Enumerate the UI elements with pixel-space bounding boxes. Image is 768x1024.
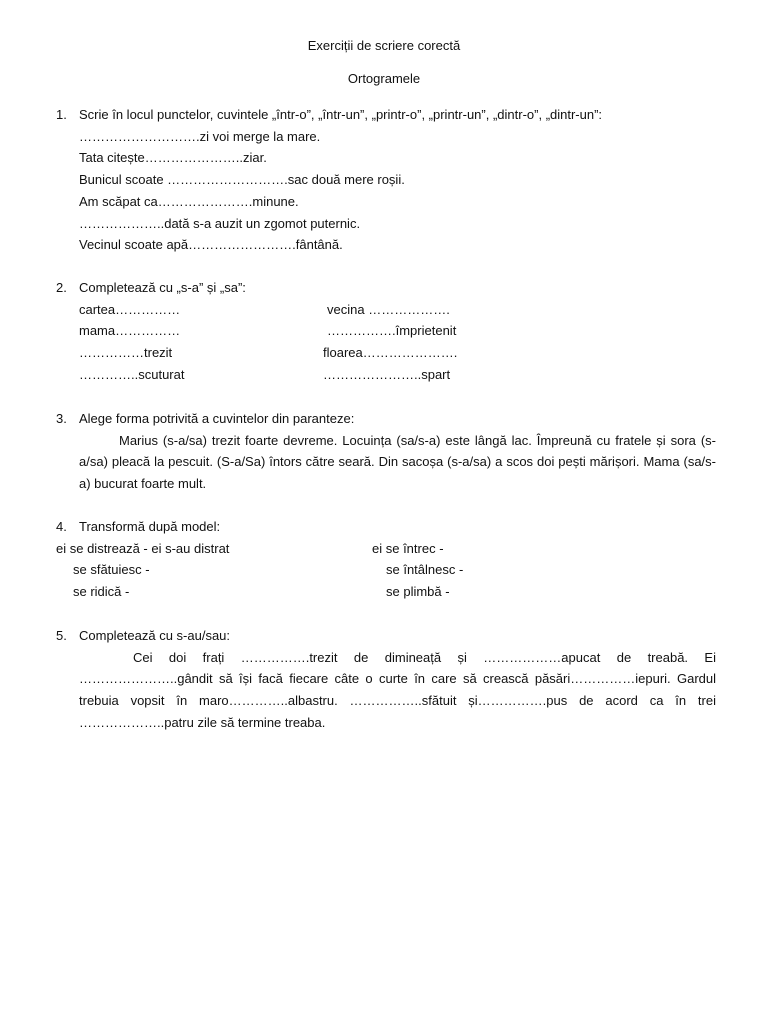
left-item: …………..scuturat: [79, 366, 185, 382]
exercise-1: [56, 104, 716, 256]
exercise-row: [79, 364, 716, 386]
exercise-5: [56, 625, 716, 734]
exercise-instruction: Alege forma potrivită a cuvintelor din paranteze:: [79, 411, 355, 426]
exercise-3: [56, 408, 716, 495]
exercise-number: 3.: [56, 411, 67, 426]
page-subtitle: Ortogramele: [347, 71, 421, 86]
left-item: se sfătuiesc -: [73, 562, 150, 578]
exercise-row: [79, 320, 716, 342]
exercise-instruction: Transformă după model:: [79, 519, 221, 534]
exercise-number: 2.: [56, 280, 67, 295]
exercise-2: [56, 277, 716, 385]
exercise-number: 5.: [56, 628, 67, 643]
right-item: …………….împrietenit: [327, 323, 457, 339]
exercise-row: [73, 581, 716, 603]
exercise-line: Bunicul scoate ……………………….sac două mere roșii.: [79, 172, 405, 188]
exercise-line: Am scăpat ca………………….minune.: [79, 193, 299, 209]
exercise-line: Vecinul scoate apă…………………….fântână.: [79, 237, 343, 253]
left-item: mama……………: [79, 323, 181, 339]
exercise-instruction: Completează cu „s-a” și „sa”:: [79, 280, 246, 295]
exercise-line: Tata citește…………………..ziar.: [79, 150, 267, 166]
right-item: …………………..spart: [323, 366, 451, 382]
left-item: cartea……………: [79, 301, 181, 317]
exercise-line: ………………..dată s-a auzit un zgomot puternic.: [79, 215, 361, 231]
paragraph-text: Cei doi frați …………….trezit de dimineață și ………………apucat de treabă. Ei …………………..gândit să își facă fiecare câte o curte în care să crească păsări……………iepuri. Gardul trebuia vopsit în maro…………..albastru. ……………..sfătuit și…………….pus de acord ca în trei ………………..patru zile să termine treaba.: [79, 649, 716, 730]
exercise-4: [56, 516, 716, 603]
right-item: se plimbă -: [386, 584, 450, 600]
right-item: floarea………………….: [323, 345, 458, 361]
paragraph-text: Marius (s-a/sa) trezit foarte devreme. Locuința (sa/s-a) este lângă lac. Împreună cu fratele și sora (s-a/sa) pleacă la pescuit. (S-a/Sa) întors către seară. Din sacoșa (s-a/sa) a scos doi pești mărișori. Mama (sa/s-a) bucurat foarte mult.: [79, 432, 716, 492]
right-item: ei se întrec -: [372, 540, 444, 556]
exercise-row: [56, 538, 716, 560]
right-item: vecina ……………….: [327, 301, 450, 317]
exercise-instruction: Completează cu s-au/sau:: [79, 628, 231, 643]
exercise-row: [79, 299, 716, 321]
exercise-row: [73, 559, 716, 581]
exercise-line: ……………………….zi voi merge la mare.: [79, 128, 321, 144]
model-example: ei se distrează - ei s-au distrat: [56, 540, 230, 556]
page-title: Exerciții de scriere corectă: [307, 38, 461, 53]
exercise-number: 4.: [56, 519, 67, 534]
exercise-number: 1.: [56, 107, 67, 122]
exercise-paragraph: [79, 647, 716, 734]
exercise-instruction: Scrie în locul punctelor, cuvintele „într-o”, „într-un”, „printr-o”, „printr-un”, „dintr-o”, „dintr-un”:: [79, 107, 603, 122]
left-item: se ridică -: [73, 584, 130, 600]
exercise-row: [79, 342, 716, 364]
left-item: ……………trezit: [79, 345, 173, 361]
right-item: se întâlnesc -: [386, 562, 464, 578]
exercise-paragraph: [79, 430, 716, 495]
